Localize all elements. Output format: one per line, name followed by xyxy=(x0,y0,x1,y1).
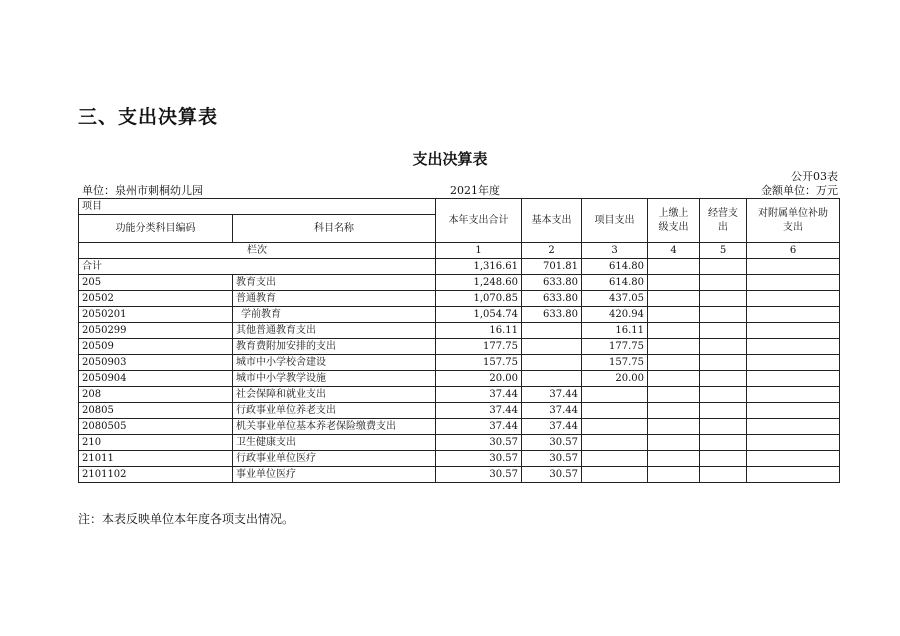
table-row xyxy=(79,435,840,451)
total-label: 合计 xyxy=(79,259,436,275)
amount-project: 437.05 xyxy=(582,291,648,307)
amount-project xyxy=(582,435,648,451)
empty-cell xyxy=(648,291,700,307)
header-upper: 上缴上 级支出 xyxy=(648,199,700,243)
table-row xyxy=(79,339,840,355)
amount-total: 30.57 xyxy=(436,435,522,451)
total-basic: 701.81 xyxy=(522,259,582,275)
func-code: 210 xyxy=(79,435,233,451)
func-code: 2101102 xyxy=(79,467,233,483)
header-func-code: 功能分类科目编码 xyxy=(79,215,233,243)
func-code: 205 xyxy=(79,275,233,291)
amount-basic xyxy=(522,339,582,355)
func-code: 2050299 xyxy=(79,323,233,339)
header-total: 本年支出合计 xyxy=(436,199,522,243)
empty-cell xyxy=(700,355,747,371)
empty-cell xyxy=(648,387,700,403)
func-code: 2050904 xyxy=(79,371,233,387)
col-num: 4 xyxy=(648,243,700,259)
table-code: 公开03表 xyxy=(791,170,838,183)
empty-cell xyxy=(700,451,747,467)
amount-total: 157.75 xyxy=(436,355,522,371)
empty-cell xyxy=(700,307,747,323)
amount-total: 1,054.74 xyxy=(436,307,522,323)
amount-project xyxy=(582,467,648,483)
empty-cell xyxy=(648,403,700,419)
col-num: 3 xyxy=(582,243,648,259)
subject-name: 城市中小学教学设施 xyxy=(233,371,436,387)
amount-basic xyxy=(522,355,582,371)
amount-project xyxy=(582,387,648,403)
empty-cell xyxy=(700,339,747,355)
empty-cell xyxy=(747,403,840,419)
col-num: 5 xyxy=(700,243,747,259)
empty-cell xyxy=(747,435,840,451)
amount-total: 30.57 xyxy=(436,467,522,483)
empty-cell xyxy=(747,419,840,435)
amount-basic: 37.44 xyxy=(522,387,582,403)
amount-basic: 633.80 xyxy=(522,307,582,323)
amount-project: 420.94 xyxy=(582,307,648,323)
table-row xyxy=(79,419,840,435)
table-row xyxy=(79,291,840,307)
subject-name: 社会保障和就业支出 xyxy=(233,387,436,403)
func-code: 2050201 xyxy=(79,307,233,323)
amount-project: 177.75 xyxy=(582,339,648,355)
amount-total: 30.57 xyxy=(436,451,522,467)
amount-project xyxy=(582,403,648,419)
empty-cell xyxy=(648,259,700,275)
table-row xyxy=(79,371,840,387)
amount-basic: 30.57 xyxy=(522,467,582,483)
subject-name: 事业单位医疗 xyxy=(233,467,436,483)
subject-name: 学前教育 xyxy=(233,307,436,323)
col-num: 6 xyxy=(747,243,840,259)
empty-cell xyxy=(648,419,700,435)
table-row xyxy=(79,387,840,403)
subject-name: 卫生健康支出 xyxy=(233,435,436,451)
header-basic: 基本支出 xyxy=(522,199,582,243)
amount-project: 157.75 xyxy=(582,355,648,371)
table-row xyxy=(79,355,840,371)
empty-cell xyxy=(747,451,840,467)
unit-name: 单位：泉州市刺桐幼儿园 xyxy=(82,184,203,197)
total-amount: 1,316.61 xyxy=(436,259,522,275)
header-subject-name: 科目名称 xyxy=(233,215,436,243)
subject-name: 行政事业单位医疗 xyxy=(233,451,436,467)
amount-total: 1,248.60 xyxy=(436,275,522,291)
empty-cell xyxy=(648,339,700,355)
section-title: 三、支出决算表 xyxy=(78,106,219,128)
func-code: 208 xyxy=(79,387,233,403)
func-code: 2050903 xyxy=(79,355,233,371)
empty-cell xyxy=(747,291,840,307)
header-column-label: 栏次 xyxy=(79,243,436,259)
empty-cell xyxy=(648,323,700,339)
col-num: 1 xyxy=(436,243,522,259)
col-num: 2 xyxy=(522,243,582,259)
amount-basic: 30.57 xyxy=(522,435,582,451)
amount-basic: 30.57 xyxy=(522,451,582,467)
amount-project xyxy=(582,451,648,467)
amount-basic: 633.80 xyxy=(522,275,582,291)
table-row xyxy=(79,323,840,339)
amount-basic xyxy=(522,323,582,339)
amount-total: 37.44 xyxy=(436,419,522,435)
func-code: 20509 xyxy=(79,339,233,355)
amount-total: 37.44 xyxy=(436,387,522,403)
subject-name: 普通教育 xyxy=(233,291,436,307)
empty-cell xyxy=(648,371,700,387)
header-project: 项目支出 xyxy=(582,199,648,243)
subject-name: 其他普通教育支出 xyxy=(233,323,436,339)
amount-total: 177.75 xyxy=(436,339,522,355)
subject-name: 机关事业单位基本养老保险缴费支出 xyxy=(233,419,436,435)
func-code: 20805 xyxy=(79,403,233,419)
empty-cell xyxy=(700,467,747,483)
empty-cell xyxy=(747,323,840,339)
empty-cell xyxy=(648,435,700,451)
table-row xyxy=(79,403,840,419)
amount-project xyxy=(582,419,648,435)
empty-cell xyxy=(747,275,840,291)
empty-cell xyxy=(747,339,840,355)
table-row xyxy=(79,451,840,467)
empty-cell xyxy=(648,307,700,323)
subject-name: 教育支出 xyxy=(233,275,436,291)
empty-cell xyxy=(700,275,747,291)
subject-name: 行政事业单位养老支出 xyxy=(233,403,436,419)
amount-project: 614.80 xyxy=(582,275,648,291)
empty-cell xyxy=(648,467,700,483)
empty-cell xyxy=(700,259,747,275)
header-item: 项目 xyxy=(79,199,436,215)
empty-cell xyxy=(648,275,700,291)
amount-project: 16.11 xyxy=(582,323,648,339)
func-code: 2080505 xyxy=(79,419,233,435)
amount-total: 16.11 xyxy=(436,323,522,339)
empty-cell xyxy=(700,435,747,451)
table-title: 支出决算表 xyxy=(412,150,488,168)
total-project: 614.80 xyxy=(582,259,648,275)
amount-total: 37.44 xyxy=(436,403,522,419)
table-row xyxy=(79,275,840,291)
empty-cell xyxy=(747,371,840,387)
empty-cell xyxy=(747,355,840,371)
amount-basic: 633.80 xyxy=(522,291,582,307)
empty-cell xyxy=(700,371,747,387)
empty-cell xyxy=(747,259,840,275)
amount-total: 20.00 xyxy=(436,371,522,387)
empty-cell xyxy=(700,291,747,307)
table-meta xyxy=(80,182,838,198)
empty-cell xyxy=(700,323,747,339)
expenditure-table xyxy=(78,198,840,483)
empty-cell xyxy=(700,387,747,403)
amount-basic xyxy=(522,371,582,387)
empty-cell xyxy=(700,403,747,419)
amount-project: 20.00 xyxy=(582,371,648,387)
func-code: 20502 xyxy=(79,291,233,307)
table-row xyxy=(79,467,840,483)
amount-total: 1,070.85 xyxy=(436,291,522,307)
amount-basic: 37.44 xyxy=(522,419,582,435)
empty-cell xyxy=(747,307,840,323)
func-code: 21011 xyxy=(79,451,233,467)
subject-name: 教育费附加安排的支出 xyxy=(233,339,436,355)
subject-name: 城市中小学校舍建设 xyxy=(233,355,436,371)
total-row xyxy=(79,259,840,275)
empty-cell xyxy=(648,355,700,371)
header-subsidiary: 对附属单位补助 支出 xyxy=(747,199,840,243)
amount-unit: 金额单位：万元 xyxy=(761,184,838,197)
table-row xyxy=(79,307,840,323)
amount-basic: 37.44 xyxy=(522,403,582,419)
empty-cell xyxy=(648,451,700,467)
empty-cell xyxy=(747,387,840,403)
empty-cell xyxy=(700,419,747,435)
empty-cell xyxy=(747,467,840,483)
header-business: 经营支 出 xyxy=(700,199,747,243)
fiscal-year: 2021年度 xyxy=(450,184,500,197)
table-note: 注：本表反映单位本年度各项支出情况。 xyxy=(78,512,295,526)
